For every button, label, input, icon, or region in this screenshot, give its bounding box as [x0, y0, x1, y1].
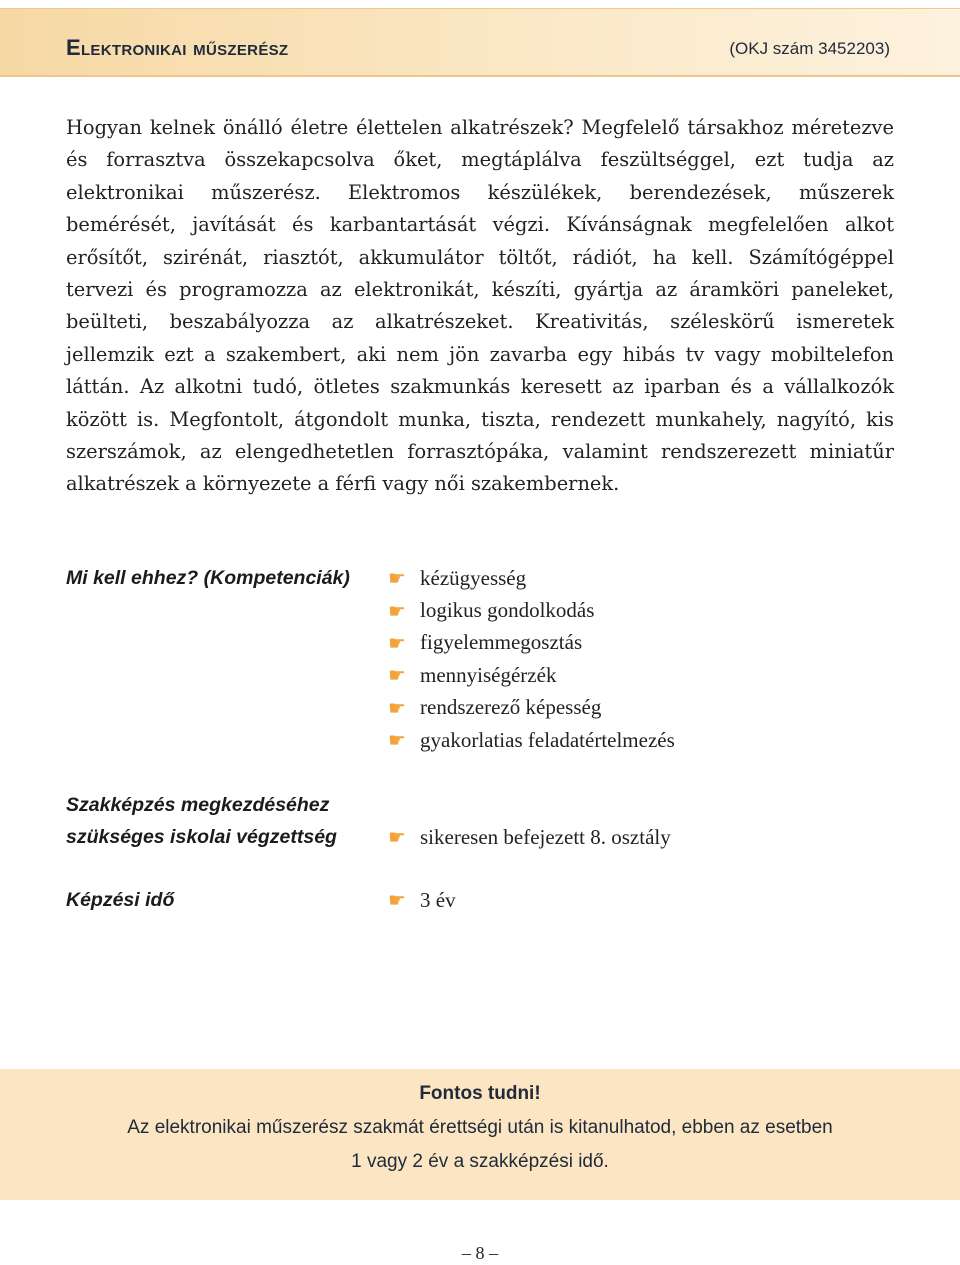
education-label-line2: szükséges iskolai végzettség — [66, 826, 337, 848]
competencies-label: Mi kell ehhez? (Kompetenciák) — [66, 567, 350, 589]
info-box — [0, 1069, 960, 1200]
list-item: ☛ logikus gondolkodás — [388, 598, 595, 623]
education-list — [388, 821, 671, 853]
page-title: Elektronikai műszerész — [66, 35, 289, 60]
pointing-hand-icon: ☛ — [388, 566, 406, 591]
list-item: ☛ 3 év — [388, 887, 456, 913]
list-item: ☛ rendszerező képesség — [388, 695, 602, 720]
okj-code: (OKJ szám 3452203) — [729, 39, 890, 58]
competencies-list — [388, 562, 675, 756]
info-box-line2: 1 vagy 2 év a szakképzési idő. — [351, 1151, 609, 1172]
list-item: ☛ mennyiségérzék — [388, 662, 557, 688]
education-label — [66, 789, 337, 853]
pointing-hand-icon: ☛ — [388, 825, 406, 850]
info-box-line1: Az elektronikai műszerész szakmát érettségi után is kitanulhatod, ebben az esetben — [127, 1117, 833, 1138]
list-item: ☛ kézügyesség — [388, 565, 527, 591]
info-box-text — [80, 1111, 880, 1179]
pointing-hand-icon: ☛ — [388, 728, 406, 753]
pointing-hand-icon: ☛ — [388, 695, 406, 720]
pointing-hand-icon: ☛ — [388, 630, 406, 655]
education-label-line1: Szakképzés megkezdéséhez — [66, 794, 330, 816]
pointing-hand-icon: ☛ — [388, 888, 406, 913]
pointing-hand-icon: ☛ — [388, 663, 406, 688]
page-number: – 8 – — [462, 1243, 498, 1263]
info-box-title: Fontos tudni! — [419, 1083, 541, 1104]
duration-list — [388, 884, 456, 916]
pointing-hand-icon: ☛ — [388, 598, 406, 623]
list-item: ☛ figyelemmegosztás — [388, 630, 583, 655]
duration-label: Képzési idő — [66, 889, 175, 911]
list-item: ☛ gyakorlatias feladatértelmezés — [388, 727, 675, 753]
header-band — [0, 8, 960, 77]
list-item: ☛ sikeresen befejezett 8. osztály — [388, 824, 671, 850]
intro-paragraph: Hogyan kelnek önálló életre élettelen alkatrészek? Megfelelő társakhoz méretezve és forrasztva összekapcsolva őket, megtáplálva feszültséggel, ezt tudja az elektronikai műszerész. Elektromos készülékek, berendezések, műszerek bemérését, javítását és karbantartását végzi. Kívánságnak megfelelően alkot erősítőt, szirénát, riasztót, akkumulátor töltőt, rádiót, ha kell. Számítógéppel tervezi és programozza az elektronikát, készíti, gyártja az áramköri paneleket, beülteti, beszabályozza az alkatrészeket. Kreativitás, széleskörű ismeretek jellemzik ezt a szakembert, aki nem jön zavarba egy hibás tv vagy mobiltelefon láttán. Az alkotni tudó, ötletes szakmunkás keresett az iparban és a vállalkozók között is. Megfontolt, átgondolt munka, tiszta, rendezett munkahely, nagyító, kis szerszámok, az elengedhetetlen forrasztópáka, valamint rendszerezett miniatűr alkatrészek a környezete a férfi vagy női szakembernek. — [66, 116, 894, 496]
